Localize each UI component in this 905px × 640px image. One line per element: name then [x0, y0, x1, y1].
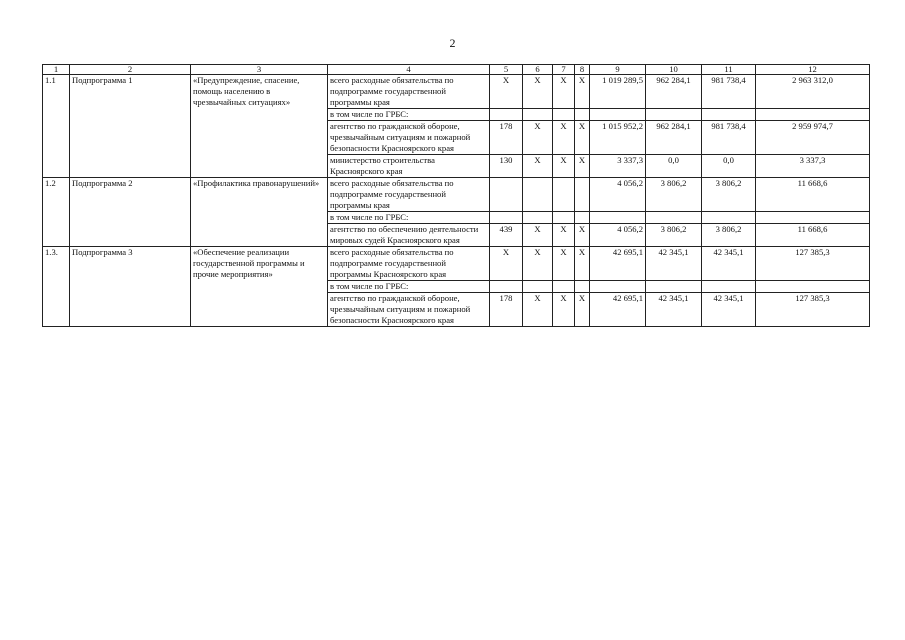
- budget-table: [42, 64, 870, 327]
- header-cell: 11: [702, 65, 756, 75]
- header-cell: 10: [646, 65, 702, 75]
- code-cell: Х: [575, 224, 590, 247]
- amount-year-3: 3 806,2: [702, 178, 756, 212]
- amount-total: [756, 281, 870, 293]
- amount-year-1: 42 695,1: [590, 293, 646, 327]
- amount-year-2: 3 806,2: [646, 224, 702, 247]
- amount-total: 3 337,3: [756, 155, 870, 178]
- amount-total: 11 668,6: [756, 178, 870, 212]
- table-row: [43, 75, 870, 109]
- expense-description: в том числе по ГРБС:: [328, 212, 490, 224]
- table-row: [43, 247, 870, 281]
- header-cell: 1: [43, 65, 70, 75]
- subprogram-name: Подпрограмма 2: [70, 178, 191, 247]
- code-cell: [523, 281, 553, 293]
- expense-description: министерство строительства Красноярского края: [328, 155, 490, 178]
- grbs-code: 130: [490, 155, 523, 178]
- header-cell: 12: [756, 65, 870, 75]
- grbs-code: [490, 178, 523, 212]
- subprogram-title: «Обеспечение реализации государственной программы и прочие мероприятия»: [191, 247, 328, 327]
- code-cell: Х: [523, 247, 553, 281]
- expense-description: агентство по гражданской обороне, чрезвычайным ситуациям и пожарной безопасности Красноярского края: [328, 121, 490, 155]
- amount-year-2: 0,0: [646, 155, 702, 178]
- amount-year-1: [590, 212, 646, 224]
- expense-description: в том числе по ГРБС:: [328, 281, 490, 293]
- code-cell: Х: [575, 75, 590, 109]
- grbs-code: 178: [490, 293, 523, 327]
- amount-year-1: 4 056,2: [590, 224, 646, 247]
- amount-year-1: 1 015 952,2: [590, 121, 646, 155]
- table-row: [43, 178, 870, 212]
- code-cell: Х: [553, 247, 575, 281]
- row-number: 1.2: [43, 178, 70, 247]
- code-cell: [523, 178, 553, 212]
- expense-description: всего расходные обязательства по подпрограмме государственной программы края: [328, 75, 490, 109]
- code-cell: Х: [523, 293, 553, 327]
- code-cell: [553, 178, 575, 212]
- header-cell: 5: [490, 65, 523, 75]
- amount-year-2: 42 345,1: [646, 247, 702, 281]
- amount-year-3: 0,0: [702, 155, 756, 178]
- code-cell: Х: [523, 75, 553, 109]
- amount-year-3: 42 345,1: [702, 247, 756, 281]
- code-cell: [553, 212, 575, 224]
- grbs-code: 178: [490, 121, 523, 155]
- amount-total: 2 963 312,0: [756, 75, 870, 109]
- amount-total: 2 959 974,7: [756, 121, 870, 155]
- amount-year-3: 3 806,2: [702, 224, 756, 247]
- amount-year-2: [646, 109, 702, 121]
- code-cell: Х: [553, 155, 575, 178]
- amount-year-2: 962 284,1: [646, 75, 702, 109]
- expense-description: агентство по обеспечению деятельности мировых судей Красноярского края: [328, 224, 490, 247]
- header-row: [43, 65, 870, 75]
- grbs-code: [490, 281, 523, 293]
- amount-year-3: 981 738,4: [702, 75, 756, 109]
- amount-total: [756, 212, 870, 224]
- code-cell: Х: [553, 224, 575, 247]
- amount-year-3: [702, 212, 756, 224]
- subprogram-title: «Предупреждение, спасение, помощь населению в чрезвычайных ситуациях»: [191, 75, 328, 178]
- amount-year-1: 4 056,2: [590, 178, 646, 212]
- amount-year-2: 962 284,1: [646, 121, 702, 155]
- expense-description: всего расходные обязательства по подпрограмме государственной программы Красноярского края: [328, 247, 490, 281]
- code-cell: Х: [575, 247, 590, 281]
- amount-year-2: 3 806,2: [646, 178, 702, 212]
- subprogram-title: «Профилактика правонарушений»: [191, 178, 328, 247]
- amount-year-1: 1 019 289,5: [590, 75, 646, 109]
- header-cell: 2: [70, 65, 191, 75]
- code-cell: [523, 212, 553, 224]
- code-cell: [575, 109, 590, 121]
- expense-description: в том числе по ГРБС:: [328, 109, 490, 121]
- code-cell: Х: [553, 293, 575, 327]
- row-number: 1.3.: [43, 247, 70, 327]
- code-cell: [575, 178, 590, 212]
- amount-year-3: [702, 109, 756, 121]
- amount-total: 127 385,3: [756, 247, 870, 281]
- code-cell: Х: [523, 224, 553, 247]
- amount-year-3: 981 738,4: [702, 121, 756, 155]
- code-cell: Х: [575, 121, 590, 155]
- code-cell: Х: [553, 75, 575, 109]
- expense-description: всего расходные обязательства по подпрограмме государственной программы края: [328, 178, 490, 212]
- amount-total: [756, 109, 870, 121]
- code-cell: Х: [575, 293, 590, 327]
- amount-total: 11 668,6: [756, 224, 870, 247]
- code-cell: Х: [553, 121, 575, 155]
- grbs-code: [490, 109, 523, 121]
- header-cell: 7: [553, 65, 575, 75]
- header-cell: 6: [523, 65, 553, 75]
- code-cell: [523, 109, 553, 121]
- grbs-code: [490, 212, 523, 224]
- header-cell: 4: [328, 65, 490, 75]
- code-cell: [575, 281, 590, 293]
- grbs-code: Х: [490, 75, 523, 109]
- code-cell: [553, 281, 575, 293]
- amount-year-1: 42 695,1: [590, 247, 646, 281]
- header-cell: 8: [575, 65, 590, 75]
- subprogram-name: Подпрограмма 1: [70, 75, 191, 178]
- code-cell: Х: [523, 121, 553, 155]
- amount-year-1: 3 337,3: [590, 155, 646, 178]
- grbs-code: 439: [490, 224, 523, 247]
- amount-year-2: [646, 212, 702, 224]
- amount-year-3: 42 345,1: [702, 293, 756, 327]
- amount-year-3: [702, 281, 756, 293]
- page-number: 2: [449, 36, 456, 50]
- row-number: 1.1: [43, 75, 70, 178]
- grbs-code: Х: [490, 247, 523, 281]
- subprogram-name: Подпрограмма 3: [70, 247, 191, 327]
- code-cell: [575, 212, 590, 224]
- header-cell: 9: [590, 65, 646, 75]
- header-cell: 3: [191, 65, 328, 75]
- amount-year-2: [646, 281, 702, 293]
- amount-year-1: [590, 109, 646, 121]
- amount-total: 127 385,3: [756, 293, 870, 327]
- expense-description: агентство по гражданской обороне, чрезвычайным ситуациям и пожарной безопасности Красноярского края: [328, 293, 490, 327]
- code-cell: Х: [575, 155, 590, 178]
- code-cell: [553, 109, 575, 121]
- amount-year-1: [590, 281, 646, 293]
- amount-year-2: 42 345,1: [646, 293, 702, 327]
- code-cell: Х: [523, 155, 553, 178]
